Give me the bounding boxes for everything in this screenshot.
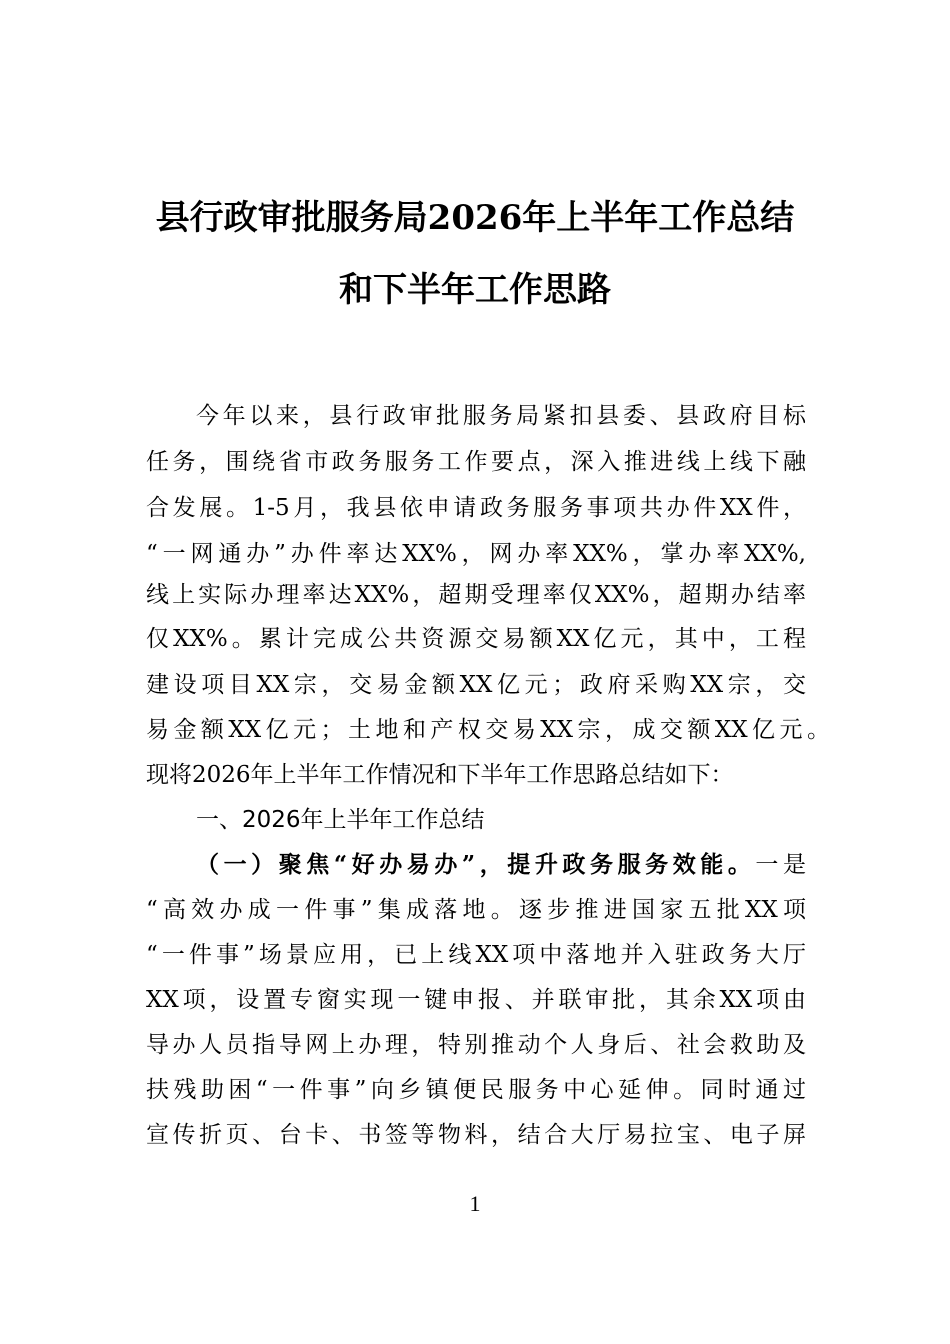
paragraph-line: 任务，围绕省市政务服务工作要点，深入推进线上线下融 <box>146 449 806 475</box>
paragraph-line: 扶残助困“一件事”向乡镇便民服务中心延伸。同时通过 <box>146 1077 806 1103</box>
paragraph-line: 易金额XX亿元；土地和产权交易XX宗，成交额XX亿元。 <box>146 717 830 743</box>
paragraph-line: 导办人员指导网上办理，特别推动个人身后、社会救助及 <box>146 1032 806 1058</box>
paragraph-line: 现将2026年上半年工作情况和下半年工作思路总结如下： <box>146 762 734 788</box>
paragraph-line: 合发展。1-5月，我县依申请政务服务事项共办件XX件， <box>146 495 806 521</box>
paragraph-line: “高效办成一件事”集成落地。逐步推进国家五批XX项 <box>146 897 806 923</box>
paragraph-line: 线上实际办理率达XX%，超期受理率仅XX%，超期办结率 <box>146 582 806 608</box>
paragraph-line: 仅XX%。累计完成公共资源交易额XX亿元，其中，工程 <box>146 626 806 652</box>
paragraph-line: 宣传折页、台卡、书签等物料，结合大厅易拉宝、电子屏 <box>146 1122 806 1148</box>
paragraph-text: 一是 <box>755 852 806 878</box>
paragraph-line: XX项，设置专窗实现一键申报、并联审批，其余XX项由 <box>146 987 806 1013</box>
document-title-line-2: 和下半年工作思路 <box>339 270 611 310</box>
paragraph-line: “一件事”场景应用，已上线XX项中落地并入驻政务大厅 <box>146 942 806 968</box>
document-title-line-1: 县行政审批服务局2026年上半年工作总结 <box>155 198 795 238</box>
paragraph-line <box>196 850 806 880</box>
page-number: 1 <box>469 1191 481 1216</box>
section-heading: 一、2026年上半年工作总结 <box>196 807 485 833</box>
subsection-heading: （一）聚焦“好办易办”，提升政务服务效能。 <box>196 851 756 878</box>
paragraph-line: 今年以来，县行政审批服务局紧扣县委、县政府目标 <box>196 403 806 429</box>
paragraph-line: 建设项目XX宗，交易金额XX亿元；政府采购XX宗，交 <box>146 672 806 698</box>
paragraph-line: “一网通办”办件率达XX%，网办率XX%，掌办率XX%, <box>146 541 806 567</box>
